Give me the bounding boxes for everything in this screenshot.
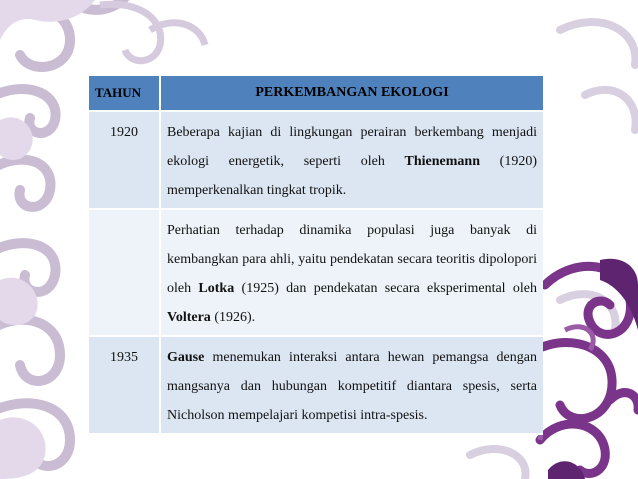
ecology-history-table — [89, 76, 543, 435]
table-row — [89, 112, 543, 210]
column-header-development: PERKEMBANGAN EKOLOGI — [161, 76, 543, 112]
development-cell — [161, 112, 543, 210]
year-cell: 1935 — [89, 337, 161, 435]
author-name: Lotka — [198, 281, 235, 296]
table-header-row — [89, 76, 543, 112]
year-cell — [89, 210, 161, 337]
column-header-year: TAHUN — [89, 76, 161, 112]
text-segment: (1925) dan pendekatan secara eksperimental oleh — [234, 281, 537, 296]
table-row — [89, 210, 543, 337]
text-segment: (1920) memperkenalkan tingkat tropik. — [167, 154, 537, 198]
text-segment: Perhatian terhadap dinamika populasi juga banyak di kembangkan para ahli, yaitu pendekatan secara teoritis dipolopori oleh — [167, 223, 537, 296]
text-segment: (1926). — [210, 310, 256, 325]
author-name: Gause — [167, 350, 205, 365]
text-segment: menemukan interaksi antara hewan pemangsa dengan mangsanya dan hubungan kompetitif diantara spesis, serta Nicholson mempelajari kompetisi intra-spesis. — [167, 350, 537, 423]
author-name: Thienemann — [404, 154, 480, 169]
text-segment: Beberapa kajian di lingkungan perairan berkembang menjadi ekologi energetik, seperti oleh — [167, 125, 537, 169]
table-row — [89, 337, 543, 435]
author-name: Voltera — [167, 310, 211, 325]
development-cell — [161, 337, 543, 435]
development-cell — [161, 210, 543, 337]
year-cell: 1920 — [89, 112, 161, 210]
